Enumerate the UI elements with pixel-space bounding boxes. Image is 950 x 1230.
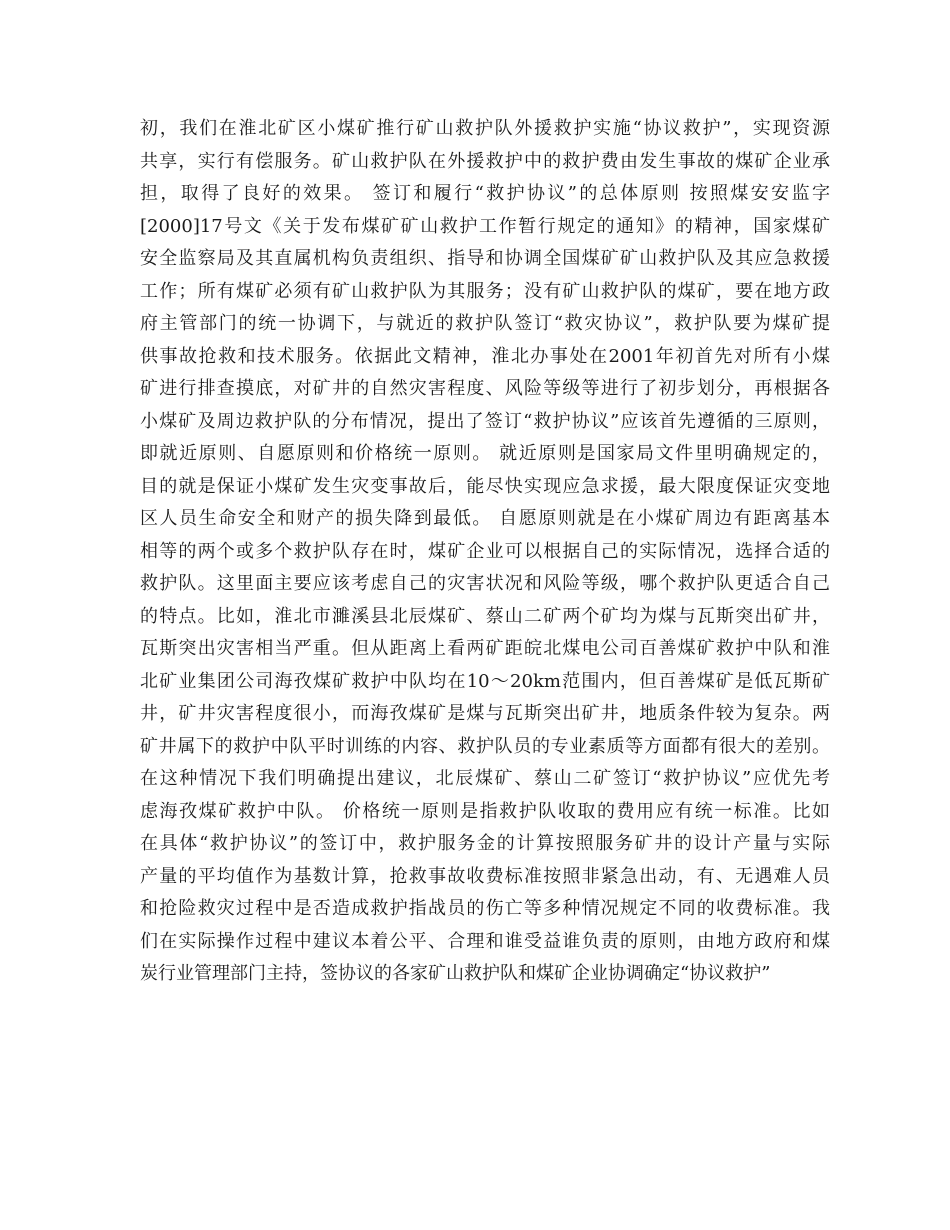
text-line: 北矿业集团公司海孜煤矿救护中队均在10～20km范围内，但百善煤矿是低瓦斯矿 — [140, 670, 830, 692]
text-line: 府主管部门的统一协调下，与就近的救护队签订“救灾协议”，救护队要为煤矿提 — [140, 313, 830, 334]
text-line: 相等的两个或多个救护队存在时，煤矿企业可以根据自己的实际情况，选择合适的 — [140, 540, 830, 562]
text-line: 即就近原则、自愿原则和价格统一原则。 就近原则是国家局文件里明确规定的， — [140, 443, 830, 464]
text-line: 目的就是保证小煤矿发生灾变事故后，能尽快实现应急求援，最大限度保证灾变地 — [140, 475, 830, 497]
text-line: 在具体“救护协议”的签订中，救护服务金的计算按照服务矿井的设计产量与实际 — [140, 833, 830, 854]
document-body — [140, 113, 830, 991]
text-line: 产量的平均值作为基数计算，抢救事故收费标准按照非紧急出动，有、无遇难人员 — [140, 865, 830, 887]
text-line: [2000]17号文《关于发布煤矿矿山救护工作暂行规定的通知》的精神，国家煤矿 — [140, 215, 830, 237]
text-line: 井，矿井灾害程度很小，而海孜煤矿是煤与瓦斯突出矿井，地质条件较为复杂。两 — [140, 703, 830, 724]
text-line: 矿井属下的救护中队平时训练的内容、救护队员的专业素质等方面都有很大的差别。 — [140, 735, 830, 757]
text-line: 虑海孜煤矿救护中队。 价格统一原则是指救护队收取的费用应有统一标准。比如 — [140, 800, 830, 822]
text-line: 供事故抢救和技术服务。依据此文精神，淮北办事处在2001年初首先对所有小煤 — [140, 345, 830, 367]
text-line: 和抢险救灾过程中是否造成救护指战员的伤亡等多种情况规定不同的收费标准。我 — [140, 898, 830, 919]
text-line: 救护队。这里面主要应该考虑自己的灾害状况和风险等级，哪个救护队更适合自己 — [140, 573, 830, 594]
text-line: 在这种情况下我们明确提出建议，北辰煤矿、蔡山二矿签订“救护协议”应优先考 — [140, 768, 830, 789]
text-line: 们在实际操作过程中建议本着公平、合理和谁受益谁负责的原则，由地方政府和煤 — [140, 930, 830, 952]
text-line: 担，取得了良好的效果。 签订和履行“救护协议”的总体原则 按照煤安安监字 — [140, 183, 830, 204]
text-line: 矿进行排查摸底，对矿井的自然灾害程度、风险等级等进行了初步划分，再根据各 — [140, 378, 830, 399]
text-line: 瓦斯突出灾害相当严重。但从距离上看两矿距皖北煤电公司百善煤矿救护中队和淮 — [140, 638, 830, 659]
text-line: 的特点。比如，淮北市濉溪县北辰煤矿、蔡山二矿两个矿均为煤与瓦斯突出矿井， — [140, 605, 830, 627]
text-line: 区人员生命安全和财产的损失降到最低。 自愿原则就是在小煤矿周边有距离基本 — [140, 508, 830, 529]
text-line: 共享，实行有偿服务。矿山救护队在外援救护中的救护费由发生事故的煤矿企业承 — [140, 150, 830, 172]
text-line: 小煤矿及周边救护队的分布情况，提出了签订“救护协议”应该首先遵循的三原则， — [140, 410, 830, 432]
text-line: 安全监察局及其直属机构负责组织、指导和协调全国煤矿矿山救护队及其应急救援 — [140, 248, 830, 269]
text-line: 炭行业管理部门主持，签协议的各家矿山救护队和煤矿企业协调确定“协议救护” — [140, 963, 771, 984]
text-line: 工作；所有煤矿必须有矿山救护队为其服务；没有矿山救护队的煤矿，要在地方政 — [140, 280, 830, 302]
text-line: 初，我们在淮北矿区小煤矿推行矿山救护队外援救护实施“协议救护”，实现资源 — [140, 118, 830, 139]
